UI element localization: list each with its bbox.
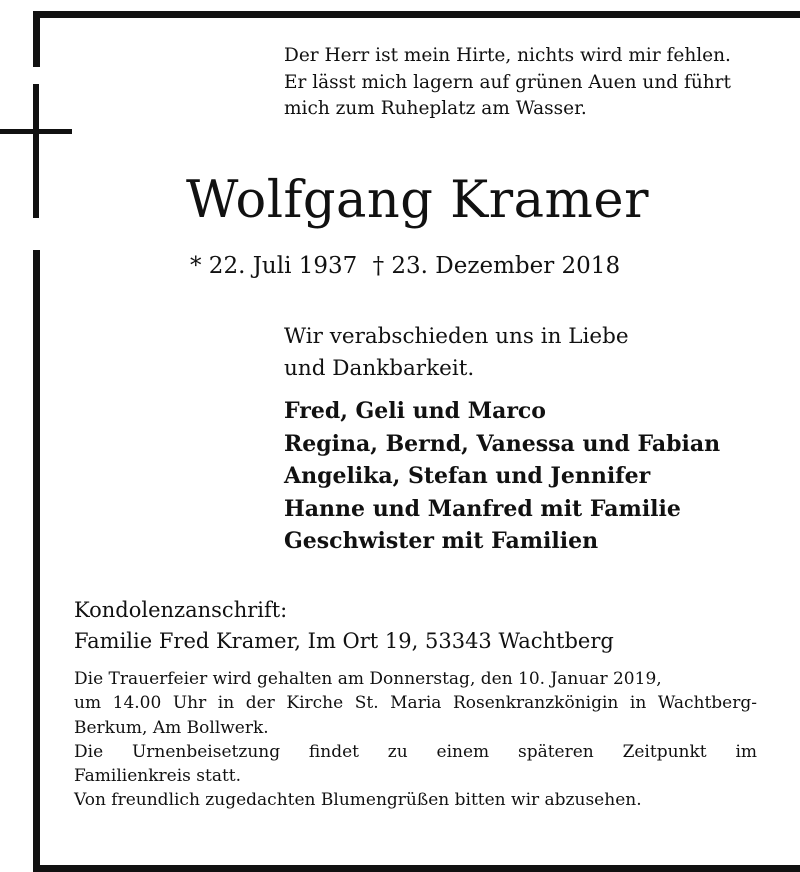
mourner-line: Regina, Bernd, Vanessa und Fabian [284, 430, 721, 457]
farewell-line: Wir verabschieden uns in Liebe [284, 324, 629, 349]
farewell-line: und Dankbarkeit. [284, 356, 475, 381]
details-line: Die Urnenbeisetzung findet zu einem späteren Zeitpunkt im [74, 741, 757, 762]
frame-left-line-upper [33, 11, 40, 67]
details-line: Berkum, Am Bollwerk. [74, 717, 269, 738]
details-line: Die Trauerfeier wird gehalten am Donnerstag, den 10. Januar 2019, [74, 669, 662, 689]
mourners-list [284, 395, 720, 558]
condolence-address: Familie Fred Kramer, Im Ort 19, 53343 Wachtberg [74, 629, 614, 653]
frame-top-line [33, 11, 800, 18]
frame-bottom-line [33, 865, 800, 872]
cross-horizontal-bar [0, 129, 72, 134]
mourner-line: Hanne und Manfred mit Familie [284, 495, 681, 522]
birth-date: * 22. Juli 1937 [190, 253, 358, 279]
mourner-line: Fred, Geli und Marco [284, 398, 546, 424]
psalm-line: Er lässt mich lagern auf grünen Auen und führt [284, 71, 731, 93]
psalm-line: Der Herr ist mein Hirte, nichts wird mir fehlen. [284, 45, 731, 66]
deceased-name: Wolfgang Kramer [186, 171, 649, 230]
details-line: um 14.00 Uhr in der Kirche St. Maria Rosenkranzkönigin in Wachtberg- [74, 693, 757, 714]
service-details [74, 667, 757, 813]
mourner-line: Geschwister mit Familien [284, 528, 599, 554]
psalm-quote [284, 43, 784, 123]
mourner-line: Angelika, Stefan und Jennifer [284, 463, 651, 489]
condolence-address-block [74, 595, 614, 657]
details-line: Von freundlich zugedachten Blumengrüßen bitten wir abzusehen. [74, 790, 642, 811]
farewell-text [284, 321, 629, 385]
psalm-line: mich zum Ruheplatz am Wasser. [284, 98, 587, 119]
frame-left-line-lower [33, 250, 40, 872]
death-date: † 23. Dezember 2018 [372, 253, 621, 279]
condolence-label: Kondolenzanschrift: [74, 598, 288, 622]
life-dates [190, 251, 628, 281]
details-line: Familienkreis statt. [74, 766, 242, 787]
